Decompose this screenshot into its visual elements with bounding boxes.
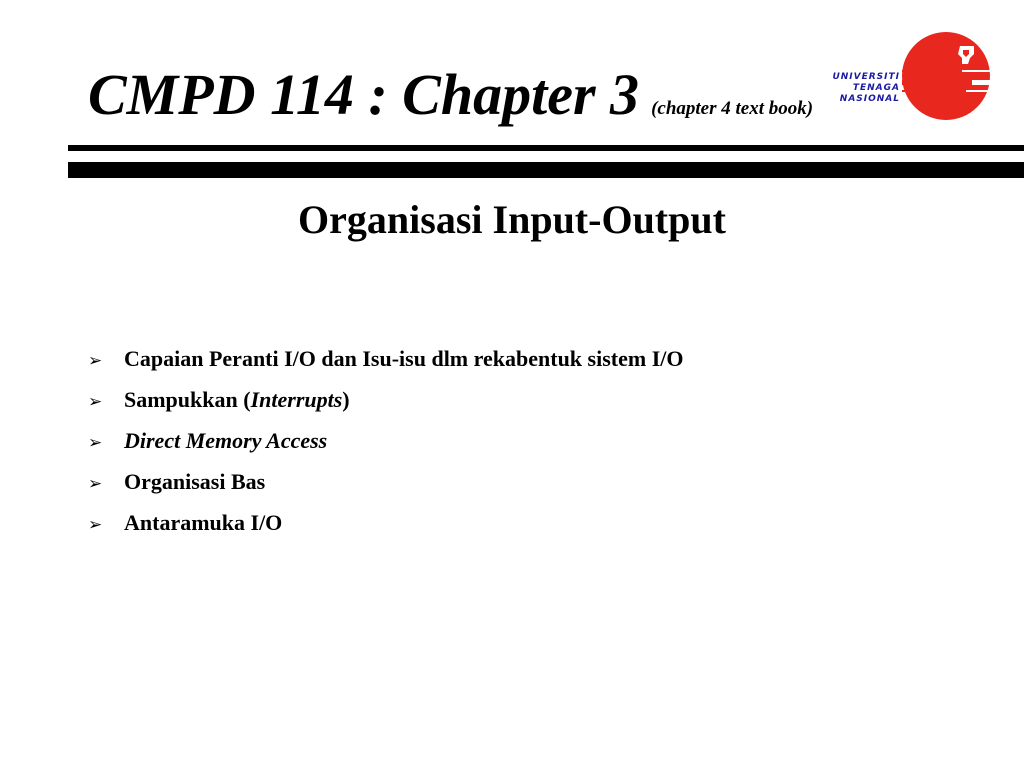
- list-item: [88, 338, 683, 379]
- arrowhead-bullet-icon: ➢: [88, 351, 103, 371]
- bullet-text-after: ): [342, 387, 350, 412]
- logo-line-2: TENAGA: [852, 83, 900, 93]
- bullet-text: Direct Memory Access: [124, 428, 328, 453]
- logo-line-3: NASIONAL: [839, 94, 900, 104]
- bullet-text: Organisasi Bas: [124, 469, 266, 494]
- university-logo: [796, 32, 992, 124]
- header-rule-thin: [68, 145, 1024, 151]
- bullet-text-before: Sampukkan (: [124, 387, 251, 412]
- slide-subtitle: (chapter 4 text book): [651, 98, 814, 119]
- section-heading: Organisasi Input-Output: [298, 197, 726, 242]
- bullet-list: [88, 338, 683, 543]
- bullet-text: [124, 379, 350, 420]
- slide-title: CMPD 114 : Chapter 3: [88, 62, 640, 127]
- list-item: [88, 461, 683, 502]
- list-item: [88, 379, 683, 420]
- slide-header: [88, 62, 814, 127]
- arrowhead-bullet-icon: ➢: [88, 433, 103, 453]
- logo-wordmark: [796, 72, 900, 105]
- bullet-text-italic: Interrupts: [250, 387, 343, 412]
- arrowhead-bullet-icon: ➢: [88, 474, 103, 494]
- logo-line-1: UNIVERSITI: [832, 72, 900, 82]
- bullet-text: Capaian Peranti I/O dan Isu-isu dlm rekabentuk sistem I/O: [124, 346, 684, 371]
- arrowhead-bullet-icon: ➢: [88, 392, 103, 412]
- header-rule-thick: [68, 162, 1024, 178]
- bullet-text: Antaramuka I/O: [124, 510, 283, 535]
- list-item: [88, 502, 683, 543]
- arrowhead-bullet-icon: ➢: [88, 515, 103, 535]
- list-item: [88, 420, 683, 461]
